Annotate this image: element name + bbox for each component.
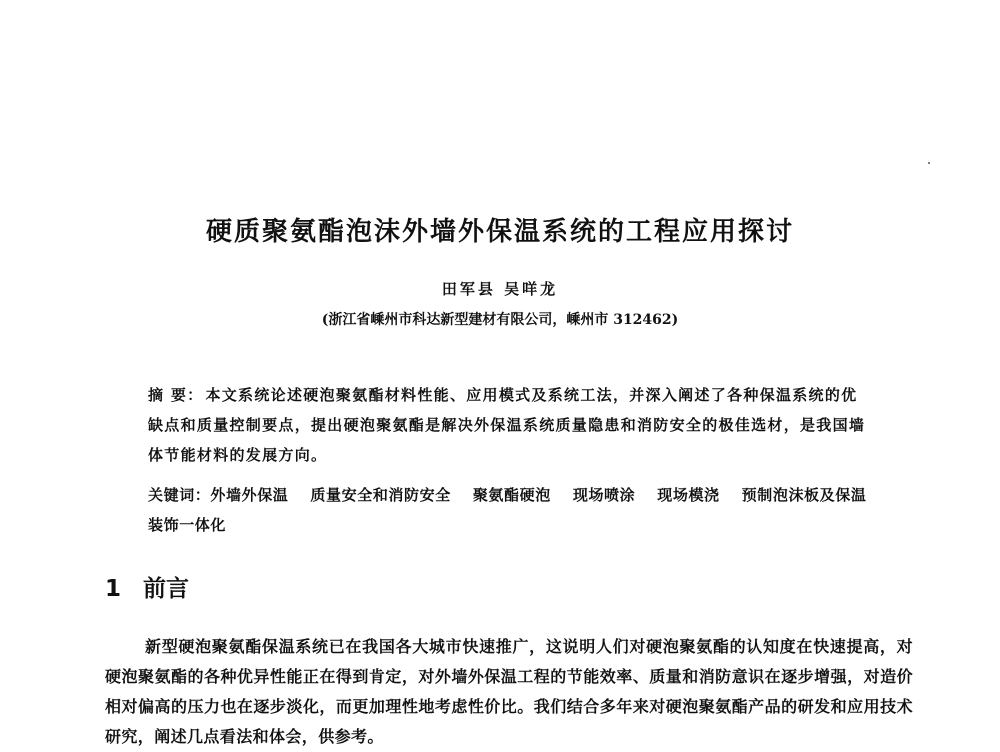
- paper-affiliation: (浙江省嵊州市科达新型建材有限公司，嵊州市 312462): [321, 312, 679, 328]
- paper-authors: 田军县 吴咩龙: [441, 280, 559, 298]
- scan-speck: [928, 162, 930, 164]
- abstract-block: [148, 380, 872, 470]
- keywords-block: [148, 480, 872, 540]
- paper-title: 硬质聚氨酯泡沫外墙外保温系统的工程应用探讨: [205, 217, 794, 247]
- section-title: 前言: [143, 576, 190, 602]
- keyword: 现场模浇: [657, 486, 720, 504]
- section-heading: [105, 570, 189, 603]
- keyword: 聚氨酯硬泡: [472, 486, 551, 504]
- abstract-label: 摘 要：: [148, 386, 204, 404]
- section-paragraph: 新型硬泡聚氨酯保温系统已在我国各大城市快速推广，这说明人们对硬泡聚氨酯的认知度在快速提高，对硬泡聚氨酯的各种优异性能正在得到肯定，对外墙外保温工程的节能效率、质量和消防意识在逐步增强，对造价相对偏高的压力也在逐步淡化，而更加理性地考虑性价比。我们结合多年来对硬泡聚氨酯产品的研发和应用技术研究，阐述几点看法和体会，供参考。: [105, 637, 913, 746]
- keywords-label: 关键词：: [148, 486, 211, 504]
- keyword: 外墙外保温: [210, 486, 289, 504]
- keyword: 质量安全和消防安全: [310, 486, 451, 504]
- keyword: 预制泡沫板及保温装饰一体化: [148, 486, 867, 534]
- abstract-text: 本文系统论述硬泡聚氨酯材料性能、应用模式及系统工法，并深入阐述了各种保温系统的优缺点和质量控制要点，提出硬泡聚氨酯是解决外保温系统质量隐患和消防安全的极佳选材，是我国墙体节能材料的发展方向。: [148, 386, 866, 464]
- section-number: 1: [105, 576, 122, 602]
- keyword: 现场喷涂: [572, 486, 636, 504]
